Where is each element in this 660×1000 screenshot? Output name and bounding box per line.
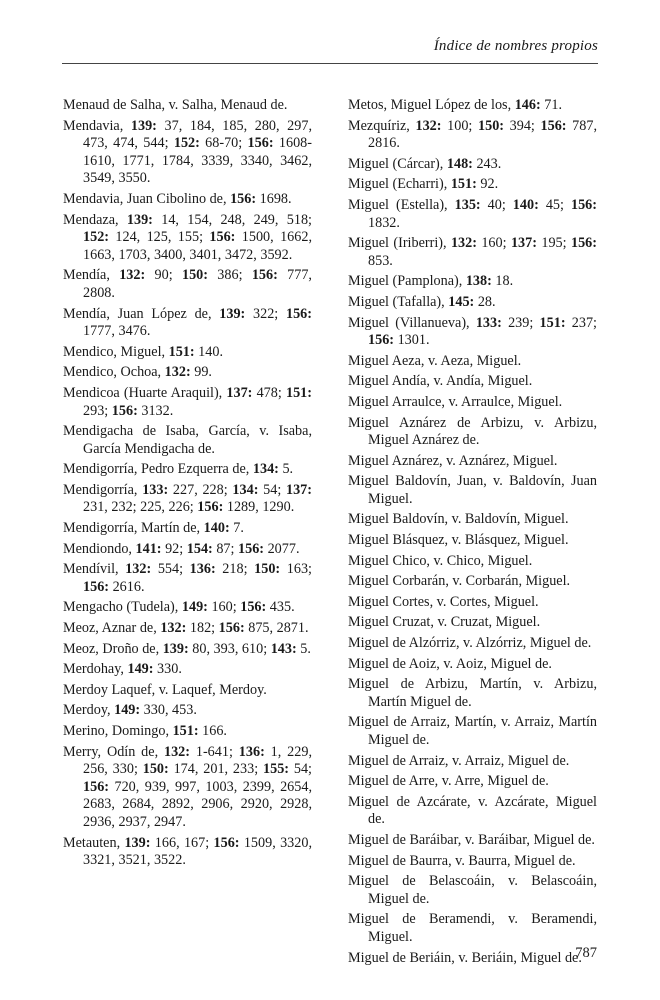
index-entry: Metos, Miguel López de los, 146: 71. — [348, 97, 562, 113]
volume-number: 156: — [238, 540, 265, 557]
index-entry: Mendía, 132: 90; 150: 386; 156: 777, 2808. — [63, 267, 312, 301]
volume-number: 132: — [415, 117, 442, 134]
volume-number: 156: — [218, 620, 245, 637]
page-number: 787 — [575, 945, 597, 961]
volume-number: 140: — [203, 520, 230, 537]
volume-number: 136: — [238, 743, 265, 760]
running-head: Índice de nombres propios — [433, 38, 598, 54]
volume-number: 132: — [164, 364, 191, 381]
volume-number: 156: — [197, 499, 224, 516]
volume-number: 150: — [478, 117, 505, 134]
index-entry: Miguel de Alzórriz, v. Alzórriz, Miguel de. — [348, 635, 592, 652]
index-entry: Miguel (Cárcar), 148: 243. — [348, 155, 502, 172]
volume-number: 133: — [142, 481, 169, 498]
volume-number: 141: — [135, 540, 162, 557]
index-entry: Miguel de Azcárate, v. Azcárate, Miguel de. — [348, 793, 597, 828]
volume-number: 149: — [127, 661, 154, 678]
volume-number: 151: — [285, 384, 312, 401]
volume-number: 149: — [181, 599, 208, 616]
index-entry: Miguel (Iriberri), 132: 160; 137: 195; 156: 853. — [348, 235, 597, 269]
index-entry: Miguel Aznárez, v. Aznárez, Miguel. — [348, 452, 558, 469]
volume-number: 151: — [539, 314, 566, 331]
volume-number: 137: — [285, 481, 312, 498]
index-entry: Miguel de Arbizu, Martín, v. Arbizu, Martín Miguel de. — [348, 676, 597, 710]
volume-number: 132: — [160, 620, 187, 637]
index-entry: Miguel Chico, v. Chico, Miguel. — [348, 552, 533, 569]
index-entry: Miguel Cortes, v. Cortes, Miguel. — [348, 593, 539, 610]
volume-number: 152: — [83, 229, 110, 246]
volume-number: 156: — [111, 402, 138, 419]
volume-number: 156: — [540, 117, 567, 134]
index-column-right — [348, 97, 597, 970]
volume-number: 138: — [465, 273, 492, 290]
index-entry: Merdohay, 149: 330. — [63, 661, 182, 678]
volume-number: 152: — [173, 135, 200, 152]
index-entry: Miguel de Arraiz, Martín, v. Arraiz, Martín Miguel de. — [348, 714, 597, 748]
index-entry: Meoz, Droño de, 139: 80, 393, 610; 143: 5. — [63, 640, 311, 657]
index-entry: Miguel (Echarri), 151: 92. — [348, 176, 499, 193]
volume-number: 140: — [512, 196, 539, 213]
index-entry: Miguel de Arraiz, v. Arraiz, Miguel de. — [348, 752, 570, 769]
index-entry: Miguel de Belascoáin, v. Belascoáin, Miguel de. — [348, 873, 597, 907]
volume-number: 150: — [254, 561, 281, 578]
index-entry: Mendavia, 139: 37, 184, 185, 280, 297, 473, 474, 544; 152: 68-70; 156: 1608-1610, 1771, 1784, 3339, 3340, 3462, 3549, 3550. — [63, 117, 312, 187]
index-entry: Miguel (Villanueva), 133: 239; 151: 237; 156: 1301. — [348, 314, 597, 349]
volume-number: 156: — [570, 235, 597, 252]
volume-number: 151: — [168, 343, 195, 360]
index-entry: Miguel Corbarán, v. Corbarán, Miguel. — [348, 573, 571, 590]
volume-number: 139: — [219, 305, 246, 322]
volume-number: 139: — [126, 211, 153, 228]
index-entry: Mendicoa (Huarte Araquil), 137: 478; 151: 293; 156: 3132. — [63, 384, 312, 419]
volume-number: 149: — [114, 702, 141, 719]
volume-number: 156: — [83, 778, 110, 795]
volume-number: 151: — [450, 176, 477, 193]
index-entry: Mendigacha de Isaba, García, v. Isaba, García Mendigacha de. — [63, 423, 312, 457]
volume-number: 137: — [510, 235, 537, 252]
volume-number: 156: — [285, 305, 312, 322]
index-entry: Mendigorría, Pedro Ezquerra de, 134: 5. — [63, 461, 294, 478]
index-entry: Mendía, Juan López de, 139: 322; 156: 1777, 3476. — [63, 305, 312, 340]
index-entry: Miguel Aeza, v. Aeza, Miguel. — [348, 352, 522, 369]
volume-number: 150: — [181, 267, 208, 284]
volume-number: 139: — [124, 834, 151, 851]
index-entry: Mengacho (Tudela), 149: 160; 156: 435. — [63, 599, 295, 616]
volume-number: 139: — [130, 117, 157, 134]
volume-number: 155: — [263, 761, 290, 778]
volume-number: 151: — [172, 723, 199, 739]
volume-number: 137: — [226, 384, 253, 401]
index-entry: Merdoy, 149: 330, 453. — [63, 702, 197, 719]
index-entry: Mendigorría, 133: 227, 228; 134: 54; 137: 231, 232; 225, 226; 156: 1289, 1290. — [63, 481, 312, 516]
index-entry: Miguel (Estella), 135: 40; 140: 45; 156: 1832. — [348, 196, 597, 231]
index-entry: Miguel (Tafalla), 145: 28. — [348, 293, 496, 310]
volume-number: 143: — [270, 640, 297, 657]
volume-number: 156: — [570, 196, 597, 213]
volume-number: 139: — [162, 640, 189, 657]
index-entry: Mendavia, Juan Cibolino de, 156: 1698. — [63, 190, 292, 207]
index-entry: Miguel Baldovín, v. Baldovín, Miguel. — [348, 511, 569, 528]
volume-number: 132: — [119, 267, 146, 284]
index-entry: Miguel (Pamplona), 138: 18. — [348, 273, 514, 290]
header-rule — [62, 63, 598, 64]
volume-number: 150: — [142, 761, 169, 778]
index-entry: Metauten, 139: 166, 167; 156: 1509, 3320, 3321, 3521, 3522. — [63, 834, 313, 869]
volume-number: 135: — [454, 196, 481, 213]
index-entry: Mendaza, 139: 14, 154, 248, 249, 518; 152: 124, 125, 155; 156: 1500, 1662, 1663, 1703, 3400, 3401, 3472, 3592. — [63, 211, 312, 263]
index-entry: Miguel de Aoiz, v. Aoiz, Miguel de. — [348, 655, 552, 672]
volume-number: 132: — [163, 743, 190, 760]
index-entry: Menaud de Salha, v. Salha, Menaud de. — [63, 97, 288, 113]
volume-number: 156: — [251, 267, 278, 284]
volume-number: 133: — [475, 314, 502, 331]
index-entry: Miguel Blásquez, v. Blásquez, Miguel. — [348, 532, 569, 549]
index-entry: Miguel de Arre, v. Arre, Miguel de. — [348, 773, 549, 790]
index-entry: Miguel Baldovín, Juan, v. Baldovín, Juan Miguel. — [348, 473, 597, 507]
index-entry: Miguel Aznárez de Arbizu, v. Arbizu, Miguel Aznárez de. — [348, 414, 597, 449]
index-entry: Mendiondo, 141: 92; 154: 87; 156: 2077. — [63, 540, 300, 557]
index-entry: Miguel de Beramendi, v. Beramendi, Miguel. — [348, 911, 597, 945]
volume-number: 148: — [446, 155, 473, 172]
index-column-left — [63, 97, 312, 873]
volume-number: 136: — [189, 561, 216, 578]
volume-number: 156: — [240, 599, 267, 616]
index-entry: Meoz, Aznar de, 132: 182; 156: 875, 2871. — [63, 620, 309, 637]
index-entry: Mezquíriz, 132: 100; 150: 394; 156: 787, 2816. — [348, 117, 597, 152]
index-entry: Miguel Arraulce, v. Arraulce, Miguel. — [348, 393, 563, 410]
index-entry: Miguel Cruzat, v. Cruzat, Miguel. — [348, 614, 541, 631]
volume-number: 156: — [247, 135, 274, 152]
volume-number: 156: — [368, 332, 395, 349]
index-entry: Merdoy Laquef, v. Laquef, Merdoy. — [63, 681, 267, 698]
volume-number: 134: — [252, 461, 279, 478]
volume-number: 156: — [83, 578, 110, 595]
index-entry: Mendigorría, Martín de, 140: 7. — [63, 520, 244, 537]
volume-number: 156: — [213, 834, 240, 851]
volume-number: 132: — [125, 561, 152, 578]
index-entry: Mendico, Ochoa, 132: 99. — [63, 364, 212, 381]
index-entry: Miguel de Beriáin, v. Beriáin, Miguel de. — [348, 949, 582, 966]
volume-number: 132: — [450, 235, 477, 252]
volume-number: 146: — [514, 97, 541, 113]
index-entry: Miguel de Baurra, v. Baurra, Miguel de. — [348, 852, 576, 869]
index-entry: Mendico, Miguel, 151: 140. — [63, 343, 223, 360]
volume-number: 145: — [448, 293, 475, 310]
volume-number: 154: — [186, 540, 213, 557]
index-entry: Mendívil, 132: 554; 136: 218; 150: 163; 156: 2616. — [63, 561, 312, 595]
volume-number: 156: — [230, 190, 257, 207]
index-entry: Merino, Domingo, 151: 166. — [63, 723, 227, 739]
index-entry: Miguel Andía, v. Andía, Miguel. — [348, 373, 533, 390]
volume-number: 134: — [232, 481, 259, 498]
volume-number: 156: — [209, 229, 236, 246]
index-entry: Merry, Odín de, 132: 1-641; 136: 1, 229, 256, 330; 150: 174, 201, 233; 155: 54; 156: 720, 939, 997, 1003, 2399, 2654, 2683, 2684, 2892, 2906, 2920, 2928, 2936, 2937, 2947. — [63, 743, 312, 830]
index-entry: Miguel de Baráibar, v. Baráibar, Miguel de. — [348, 831, 595, 848]
